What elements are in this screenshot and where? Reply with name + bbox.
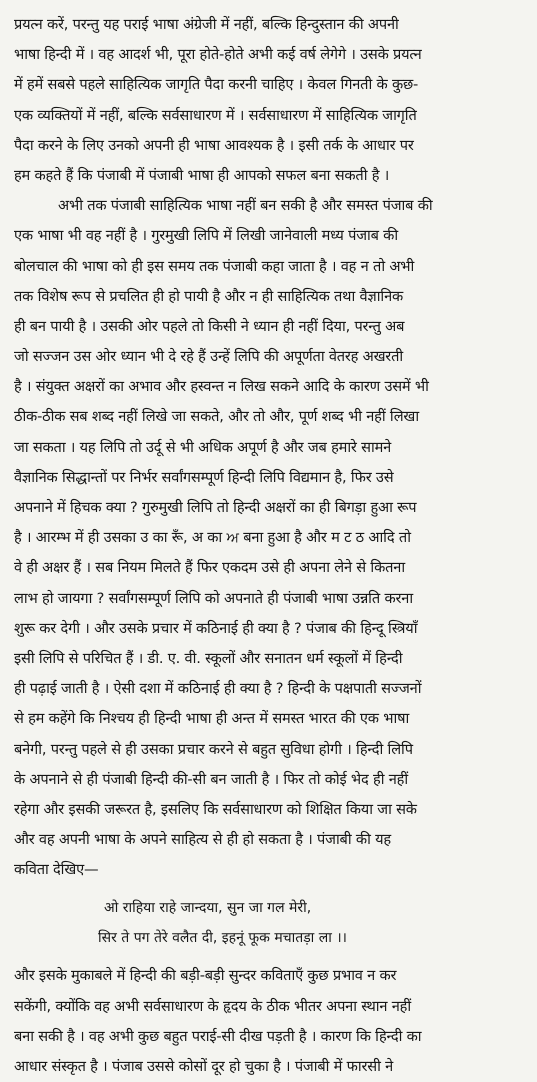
text-line: रहेगा और इसकी जरूरत है, इसलिए कि सर्वसाधारण को शिक्षित किया जा सके [14, 800, 417, 818]
text-line: इसी लिपि से परिचित हैं । डी. ए. वी. स्कूलों और सनातन धर्म स्कूलों में हिन्दी [14, 649, 403, 667]
text-line: वे ही अक्षर हैं । सब नियम मिलते हैं फिर एकदम उसे ही अपना लेने से कितना [14, 559, 405, 577]
text-line: वैज्ञानिक सिद्धान्तों पर निर्भर सर्वांगसम्पूर्ण हिन्दी लिपि विद्यमान है, फिर उसे [14, 468, 394, 486]
text-line: ठीक-ठीक सब शब्द नहीं लिखे जा सकते, और तो और, पूर्ण शब्द भी नहीं लिखा [14, 408, 419, 426]
text-line: बना सकी है । वह अभी कुछ बहुत पराई-सी दीख पड़ती है । कारण कि हिन्दी का [14, 1027, 422, 1045]
text-line: प्रयत्न करें, परन्तु यह पराई भाषा अंग्रेजी में नहीं, बल्कि हिन्दुस्तान की अपनी [14, 16, 399, 33]
verse-line: सिर ते पग तेरे वलैत दी, इहनूं फूक मचातड़ा ला ।। [98, 930, 347, 947]
spacer [14, 885, 525, 893]
paragraph-2 [14, 191, 525, 885]
text-line: शुरू कर देगी । और उसके प्रचार में कठिनाई ही क्या है ? पंजाब की हिन्दू स्त्रियाँ [14, 619, 418, 637]
text-line: भाषा हिन्दी में । वह आदर्श भी, पूरा होते-होते अभी कई वर्ष लेगेगे । उसके प्रयत्न [14, 46, 422, 64]
text-line: से हम कहेंगे कि निश्चय ही हिन्दी भाषा ही अन्त में समस्त भारत की एक भाषा [14, 710, 410, 728]
text-line: लाभ हो जायगा ? सर्वांगसम्पूर्ण लिपि को अपनाते ही पंजाबी भाषा उन्नति करना [14, 589, 413, 607]
text-line: जो सज्जन उस ओर ध्यान भी दे रहे हैं उन्हें लिपि की अपूर्णता वेतरह अखरती [14, 348, 403, 366]
text-line: ही बन पायी है । उसकी ओर पहले तो किसी ने ध्यान ही नहीं दिया, परन्तु अब [14, 317, 405, 335]
text-line: तक विशेष रूप से प्रचलित ही हो पायी है और न ही साहित्यिक तथा वैज्ञानिक [14, 287, 404, 305]
text-line: हम कहते हैं कि पंजाबी में पंजाबी भाषा ही आपको सफल बना सकती है । [14, 166, 390, 184]
verse-block [14, 893, 525, 953]
text-line: है । आरम्भ में ही उसका उ का रूँ, अ का ਅ बना हुआ है और म ट ठ आदि तो [14, 529, 411, 547]
text-line: ही पढ़ाई जाती है । ऐसी दशा में कठिनाई ही क्या है ? हिन्दी के पक्षपाती सज्जनों [14, 680, 422, 698]
text-line: अभी तक पंजाबी साहित्यिक भाषा नहीं बन सकी है और समस्त पंजाब की [58, 197, 433, 215]
text-line: पैदा करने के लिए उनको अपनी ही भाषा आवश्यक है । इसी तर्क के आधार पर [14, 136, 414, 154]
text-line: आधार संस्कृत है । पंजाब उससे कोसों दूर हो चुका है । पंजाबी में फारसी ने [14, 1058, 394, 1075]
text-line: और वह अपनी भाषा के अपने साहित्य से ही हो सकता है । पंजाबी की यह [14, 831, 391, 849]
text-line: सकेंगी, क्योंकि वह अभी सर्वसाधारण के हृदय के ठीक भीतर अपना स्थान नहीं [14, 997, 411, 1015]
text-line: है । संयुक्त अक्षरों का अभाव और हस्वन्त न लिख सकने आदि के कारण उसमें भी [14, 378, 429, 396]
text-line: एक भाषा भी वह नहीं है । गुरमुखी लिपि में लिखी जानेवाली मध्य पंजाब की [14, 227, 398, 245]
text-line: में हमें सबसे पहले साहित्यिक जागृति पैदा करनी चाहिए । केवल गिनती के कुछ- [14, 76, 419, 94]
verse-line: ओ राहिया राहे जान्दया, सुन जा गल मेरी, [104, 900, 312, 917]
spacer [14, 953, 525, 961]
text-line: एक व्यक्तियों में नहीं, बल्कि सर्वसाधारण में । सर्वसाधारण में साहित्यिक जागृति [14, 106, 417, 124]
paragraph-1 [14, 10, 525, 191]
text-line: कविता देखिए— [14, 861, 99, 879]
text-line: के अपनाने से ही पंजाबी हिन्दी की-सी बन जाती है । फिर तो कोई भेद ही नहीं [14, 770, 408, 788]
text-line: बनेगी, परन्तु पहले से ही उसका प्रचार करने से बहुत सुविधा होगी । हिन्दी लिपि [14, 740, 413, 758]
paragraph-3 [14, 961, 525, 1082]
text-line: जा सकता । यह लिपि तो उर्दू से भी अधिक अपूर्ण है और जब हमारे सामने [14, 438, 392, 456]
text-line: अपनाने में हिचक क्या ? गुरुमुखी लिपि तो हिन्दी अक्षरों का ही बिगड़ा हुआ रूप [14, 499, 417, 516]
text-line: और इसके मुकाबले में हिन्दी की बड़ी-बड़ी सुन्दर कविताएँ कुछ प्रभाव न कर [14, 967, 397, 985]
text-line: बोलचाल की भाषा को ही इस समय तक पंजाबी कहा जाता है । वह न तो अभी [14, 257, 415, 275]
